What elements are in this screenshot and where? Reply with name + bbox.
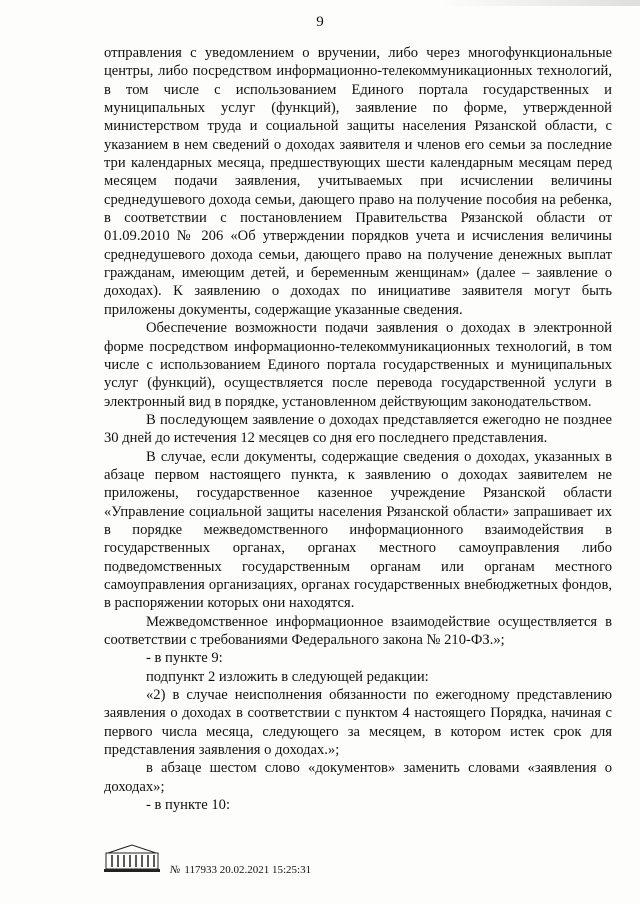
- registration-footer: [104, 843, 364, 883]
- scan-edge-shadow: [440, 0, 640, 6]
- paragraph-9: в абзаце шестом слово «документов» заменить словами «заявления о доходах»;: [104, 760, 612, 795]
- paragraph-3: В последующем заявление о доходах представляется ежегодно не позднее 30 дней до истечения 12 месяцев со дня его последнего представления.: [104, 411, 612, 447]
- paragraph-10: - в пункте 10:: [146, 797, 231, 814]
- paragraph-2: Обеспечение возможности подачи заявления о доходах в электронной форме посредством информационно-телекоммуникационных технологий, в том числе с использованием Единого портала государственных и муниципальных услуг (функций), осуществляется после перевода государственной услуги в электронный вид в порядке, установленном действующим законодательством.: [104, 320, 612, 410]
- building-stamp-icon: [104, 843, 160, 873]
- paragraph-7: подпункт 2 изложить в следующей редакции:: [146, 668, 429, 685]
- document-body: [104, 44, 612, 814]
- registration-mark: №: [170, 864, 181, 876]
- paragraph-4: В случае, если документы, содержащие сведения о доходах, указанных в абзаце первом настоящего пункта, к заявлению о доходах заявителем не приложены, государственное казенное учреждение Рязанской области «Управление социальной защиты населения Рязанской области» запрашивает их в порядке межведомственного информационного взаимодействия в государственных органах, органах местного самоуправления либо подведомственных государственным органам или органам местного самоуправления организациях, органах государственных внебюджетных фондов, в распоряжении которых они находятся.: [104, 448, 612, 612]
- paragraph-5: Межведомственное информационное взаимодействие осуществляется в соответствии с требованиями Федерального закона № 210-ФЗ.»;: [104, 613, 612, 648]
- registration-number-datetime: 117933 20.02.2021 15:25:31: [184, 864, 312, 876]
- registration-stamp: [170, 864, 311, 876]
- paragraph-6: - в пункте 9:: [146, 650, 223, 667]
- paragraph-1: отправления с уведомлением о вручении, либо через многофункциональные центры, либо посредством информационно-телекоммуникационных технологий, в том числе с использованием Единого портала государственных и муниципальных услуг (функций), заявление по форме, утвержденной министерством труда и социальной защиты населения Рязанской области, с указанием в нем сведений о доходах заявителя и членов его семьи за последние три календарных месяца, предшествующих шести календарным месяцам перед месяцем подачи заявления, учитываемых при исчислении величины среднедушевого дохода семьи, дающего право на получение пособия на ребенка, в соответствии с постановлением Правительства Рязанской области от 01.09.2010 № 206 «Об утверждении порядков учета и исчисления величины среднедушевого дохода семьи, дающего право на получение денежных выплат гражданам, имеющим детей, и беременным женщинам» (далее – заявление о доходах). К заявлению о доходах по инициативе заявителя могут быть приложены документы, содержащие указанные сведения.: [104, 45, 612, 318]
- paragraph-8: «2) в случае неисполнения обязанности по ежегодному представлению заявления о доходах в соответствии с пунктом 4 настоящего Порядка, начиная с первого числа месяца, следующего за месяцем, в котором истек срок для представления заявления о доходах.»;: [104, 687, 612, 759]
- page-number: 9: [316, 14, 324, 30]
